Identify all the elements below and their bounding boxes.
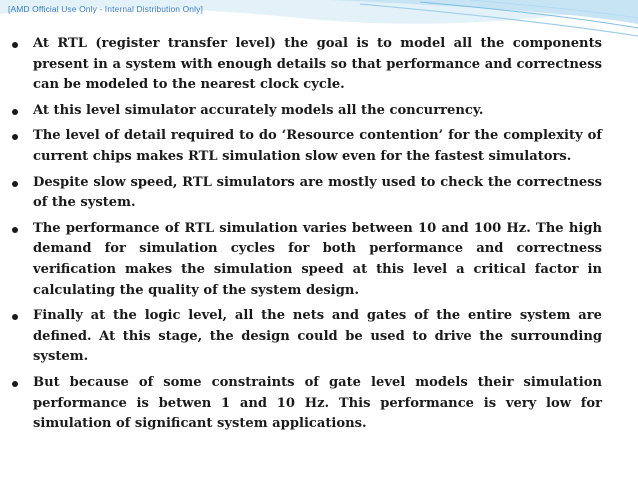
bullet-item (12, 219, 602, 301)
bullet-dot (12, 381, 18, 387)
bullet-text: The level of detail required to do ‘Resource contention’ for the complexity of current chips makes RTL simulation slow even for the fastest simulators. (33, 128, 602, 164)
bullet-text: But because of some constraints of gate level models their simulation performance is betwen 1 and 10 Hz. This performance is very low for simulation of significant system applications. (33, 374, 602, 432)
bullet-text: The performance of RTL simulation varies between 10 and 100 Hz. The high demand for simulation cycles for both performance and correctness verification makes the simulation speed at this level a critical factor in calculating the quality of the system design. (33, 220, 602, 298)
bullet-text: Finally at the logic level, all the nets and gates of the entire system are defined. At this stage, the design could be used to drive the surrounding system. (33, 308, 602, 365)
bullet-dot (12, 134, 18, 140)
bullet-list (12, 34, 602, 440)
bullet-item (12, 306, 602, 368)
bullet-item (12, 101, 602, 122)
bullet-dot (12, 227, 18, 233)
bullet-dot (12, 181, 18, 187)
bullet-dot (12, 314, 18, 320)
bullet-text: At this level simulator accurately models all the concurrency. (33, 102, 484, 118)
bullet-item (12, 34, 602, 96)
bullet-dot (12, 109, 18, 115)
bullet-text: At RTL (register transfer level) the goal is to model all the components present in a system with enough details so that performance and correctness can be modeled to the nearest clock cycle. (33, 36, 602, 93)
bullet-text: Despite slow speed, RTL simulators are mostly used to check the correctness of the system. (33, 174, 602, 211)
classification-label: [AMD Official Use Only - Internal Distribution Only] (8, 4, 203, 14)
bullet-dot (12, 42, 18, 48)
bullet-item (12, 126, 602, 167)
bullet-item (12, 173, 602, 214)
bullet-item (12, 373, 602, 435)
